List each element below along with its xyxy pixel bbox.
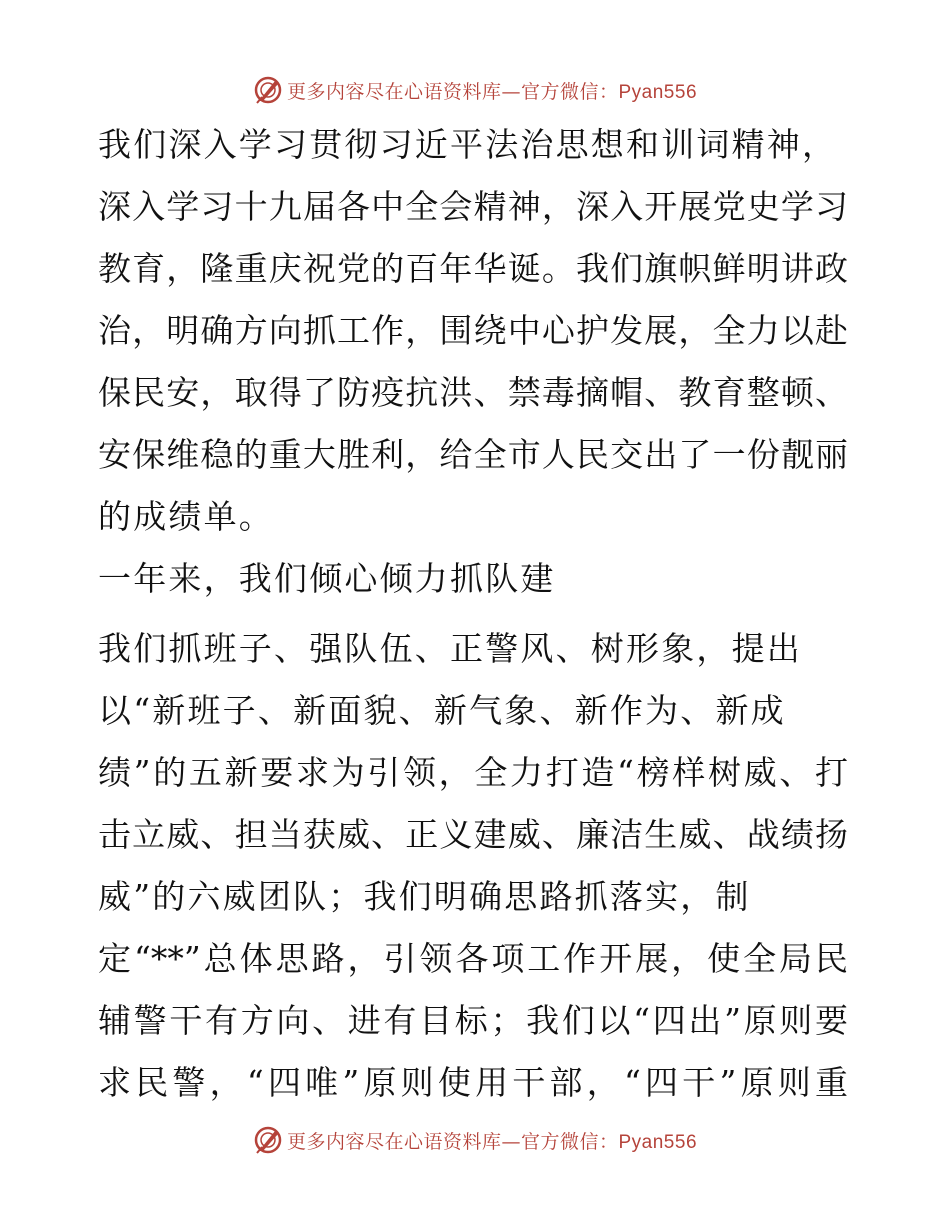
header-wechat-id: Pyan556 [618, 81, 698, 103]
paragraph-line: 的成绩单。 [98, 497, 274, 536]
header-banner-text: 更多内容尽在心语资料库—官方微信：Pyan556 [286, 80, 698, 103]
paragraph-line: 定“**”总体思路，引领各项工作开展，使全局民 [98, 939, 848, 978]
paragraph-line: 保民安，取得了防疫抗洪、禁毒摘帽、教育整顿、 [98, 373, 848, 412]
paragraph-line: 教育，隆重庆祝党的百年华诞。我们旗帜鲜明讲政 [98, 249, 848, 288]
section-heading: 一年来，我们倾心倾力抓队建 [98, 559, 556, 598]
paragraph-line: 求民警，“四唯”原则使用干部，“四干”原则重 [98, 1063, 848, 1102]
paragraph-line: 辅警干有方向、进有目标；我们以“四出”原则要 [98, 1001, 848, 1040]
footer-banner-text: 更多内容尽在心语资料库—官方微信：Pyan556 [286, 1130, 698, 1153]
header-banner [0, 72, 950, 108]
paragraph-line: 治，明确方向抓工作，围绕中心护发展，全力以赴 [98, 311, 848, 350]
paragraph-line: 深入学习十九届各中全会精神，深入开展党史学习 [98, 187, 848, 226]
footer-banner [0, 1122, 950, 1158]
paragraph-line: 我们深入学习贯彻习近平法治思想和训词精神， [98, 125, 838, 164]
paragraph-line: 击立威、担当获威、正义建威、廉洁生威、战绩扬 [98, 815, 848, 854]
quill-logo-icon [253, 75, 283, 105]
quill-logo-icon [253, 1125, 283, 1155]
paragraph-line: 绩”的五新要求为引领，全力打造“榜样树威、打 [98, 753, 848, 792]
footer-wechat-id: Pyan556 [618, 1131, 698, 1153]
paragraph-line: 安保维稳的重大胜利，给全市人民交出了一份靓丽 [98, 435, 848, 474]
paragraph-line: 威”的六威团队；我们明确思路抓落实，制 [98, 877, 751, 916]
paragraph-line: 我们抓班子、强队伍、正警风、树形象，提出 [98, 629, 802, 668]
paragraph-line: 以“新班子、新面貌、新气象、新作为、新成 [98, 691, 786, 730]
